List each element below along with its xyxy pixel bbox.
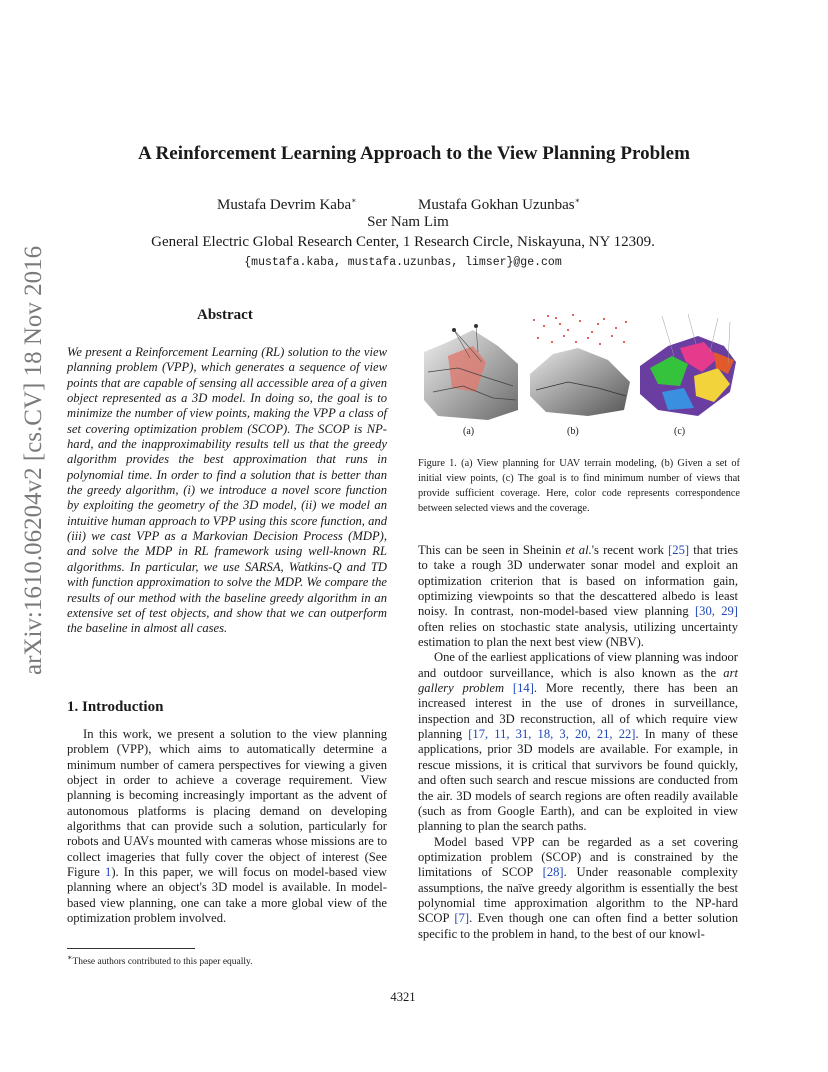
abstract-body: We present a Reinforcement Learning (RL) solution to the view planning problem (VPP), which generates a sequence of view points that are capable of sensing all accessible area of a given object represented as a 3D model. In doing so, the goal is to minimize the number of view points, making the VPP a class of set covering optimization problem (SCOP). The SCOP is NP-hard, and the inapproximability results tell us that the greedy algorithm provides the best approximation that runs in polynomial time. In order to find a solution that is better than the greedy algorithm, (i) we introduce a novel score function by exploiting the geometry of the 3D model, (ii) we model an intuitive human approach to VPP using this score function, and (iii) we cast VPP as a Markovian Decision Process (MDP), and solve the MDP in RL framework using well-known RL algorithms. In particular, we use SARSA, Watkins-Q and TD with function approximation to solve the MDP. We compare the results of our method with the baseline greedy algorithm in an extensive set of test objects, and show that we can outperform the baseline in almost all cases. — [67, 345, 387, 636]
body-text: . In many of these applications, prior 3D models are available. For example, in rescue missions, it is critical that survivors be found quickly, and often such search and rescue missions are conducted from the air. 3D models of search regions are often readily available (such as from Google Earth), and can be exploited in view planning to plan the search paths. — [418, 727, 738, 834]
citation-link[interactable]: [25] — [668, 543, 690, 557]
author-2 — [418, 196, 580, 214]
intro-text: ). In this paper, we will focus on model-based view planning where an object's 3D model is available. In model-based view planning, one can take a more global view of the optimization problem involved. — [67, 865, 388, 926]
figure-1 — [418, 312, 740, 424]
equal-contribution-mark: ∗ — [574, 196, 581, 205]
body-text: . Under reasonable complexity assumptions, the naïve greedy algorithm is essentially the best polynomial time approximation algorithm to the NP-hard SCOP — [418, 865, 738, 926]
author-emails: {mustafa.kaba, mustafa.uzunbas, limser}@ge.com — [244, 256, 562, 269]
footnote-text: These authors contributed to this paper equally. — [72, 957, 253, 968]
citation-link[interactable]: [30, 29] — [694, 604, 739, 619]
author-1-name: Mustafa Devrim Kaba — [217, 197, 352, 213]
body-text: often relies on stochastic state analysis, utilizing uncertainty estimation to plan the next best view (NBV). — [418, 619, 738, 650]
body-text: This can be seen in Sheinin — [418, 543, 566, 557]
figure-1a-label: (a) — [463, 426, 475, 437]
author-3: Ser Nam Lim — [367, 214, 449, 230]
introduction-body — [67, 727, 387, 926]
figure-reference-link[interactable]: 1 — [105, 865, 112, 880]
affiliation: General Electric Global Research Center, 1 Research Circle, Niskayuna, NY 12309. — [151, 234, 655, 250]
author-1 — [217, 196, 357, 214]
figure-1c-label: (c) — [674, 426, 686, 437]
citation-link[interactable]: [17, 11, 31, 18, 3, 20, 21, 22] — [468, 727, 636, 742]
introduction-heading: 1. Introduction — [67, 699, 164, 715]
citation-link[interactable]: [14] — [512, 681, 534, 696]
arxiv-stamp-text: arXiv:1610.06204v2 [cs.CV] 18 Nov 2016 — [20, 245, 47, 675]
footnote — [67, 953, 253, 967]
intro-text: In this work, we present a solution to the view planning problem (VPP), which aims to automatically determine a minimum number of camera perspectives for viewing a given object in order to achieve a coverage requirement. View planning is becoming increasingly important as the advent of autonomous platforms is placing demand on developing algorithms that can provide such a solution, particularly for robots and UAVs mounted with cameras whose missions are to collect imageries that fully cover the object of interest (See Figure — [67, 727, 387, 880]
citation-link[interactable]: [28] — [542, 865, 564, 880]
right-paragraph-1 — [418, 543, 738, 650]
figure-1b-label: (b) — [567, 426, 579, 437]
arxiv-stamp — [20, 245, 50, 675]
author-2-name: Mustafa Gokhan Uzunbas — [418, 197, 575, 213]
abstract-heading: Abstract — [197, 307, 253, 323]
right-paragraph-3 — [418, 835, 738, 942]
body-text: One of the earliest applications of view planning was indoor and outdoor surveillance, which is also known as the — [418, 650, 738, 680]
body-text: art gallery problem — [418, 665, 738, 696]
body-text: that tries to take a rough 3D underwater sonar model and exploit an optimization criterion that is based on information gain, optimizing viewpoints so that the descattered albedo is least noisy. In contrast, non-model-based view planning — [418, 543, 738, 619]
intro-paragraph — [67, 727, 387, 926]
figure-1a-terrain — [424, 324, 518, 420]
citation-link[interactable]: [7] — [454, 911, 470, 926]
page-number: 4321 — [390, 990, 416, 1004]
footnote-mark: ∗ — [67, 953, 73, 962]
right-paragraph-2 — [418, 650, 738, 834]
footnote-rule — [67, 948, 195, 949]
right-column-body — [418, 543, 738, 942]
figure-1c-coverage — [640, 314, 736, 416]
paper-title: A Reinforcement Learning Approach to the View Planning Problem — [138, 143, 690, 164]
body-text: 's recent work — [591, 543, 669, 557]
body-text: . Even though one can often find a better solution specific to the problem in hand, to the best of our knowl- — [418, 911, 739, 941]
body-text: . More recently, there has been an increased interest in the use of drones in surveillance, inspection and 3D reconstruction, all of which require view planning — [418, 681, 739, 742]
body-text: Model based VPP can be regarded as a set covering optimization problem (SCOP) and is constrained by the limitations of SCOP — [418, 834, 738, 880]
figure-1b-viewpoints — [530, 314, 630, 416]
body-text — [504, 681, 513, 695]
figure-1-caption: Figure 1. (a) View planning for UAV terrain modeling, (b) Given a set of initial view points, (c) The goal is to find minimum number of views that provide sufficient coverage. Here, color code represents correspondence between selected views and the coverage. — [418, 458, 740, 515]
body-text: et al. — [565, 543, 592, 557]
equal-contribution-mark: ∗ — [351, 196, 357, 205]
